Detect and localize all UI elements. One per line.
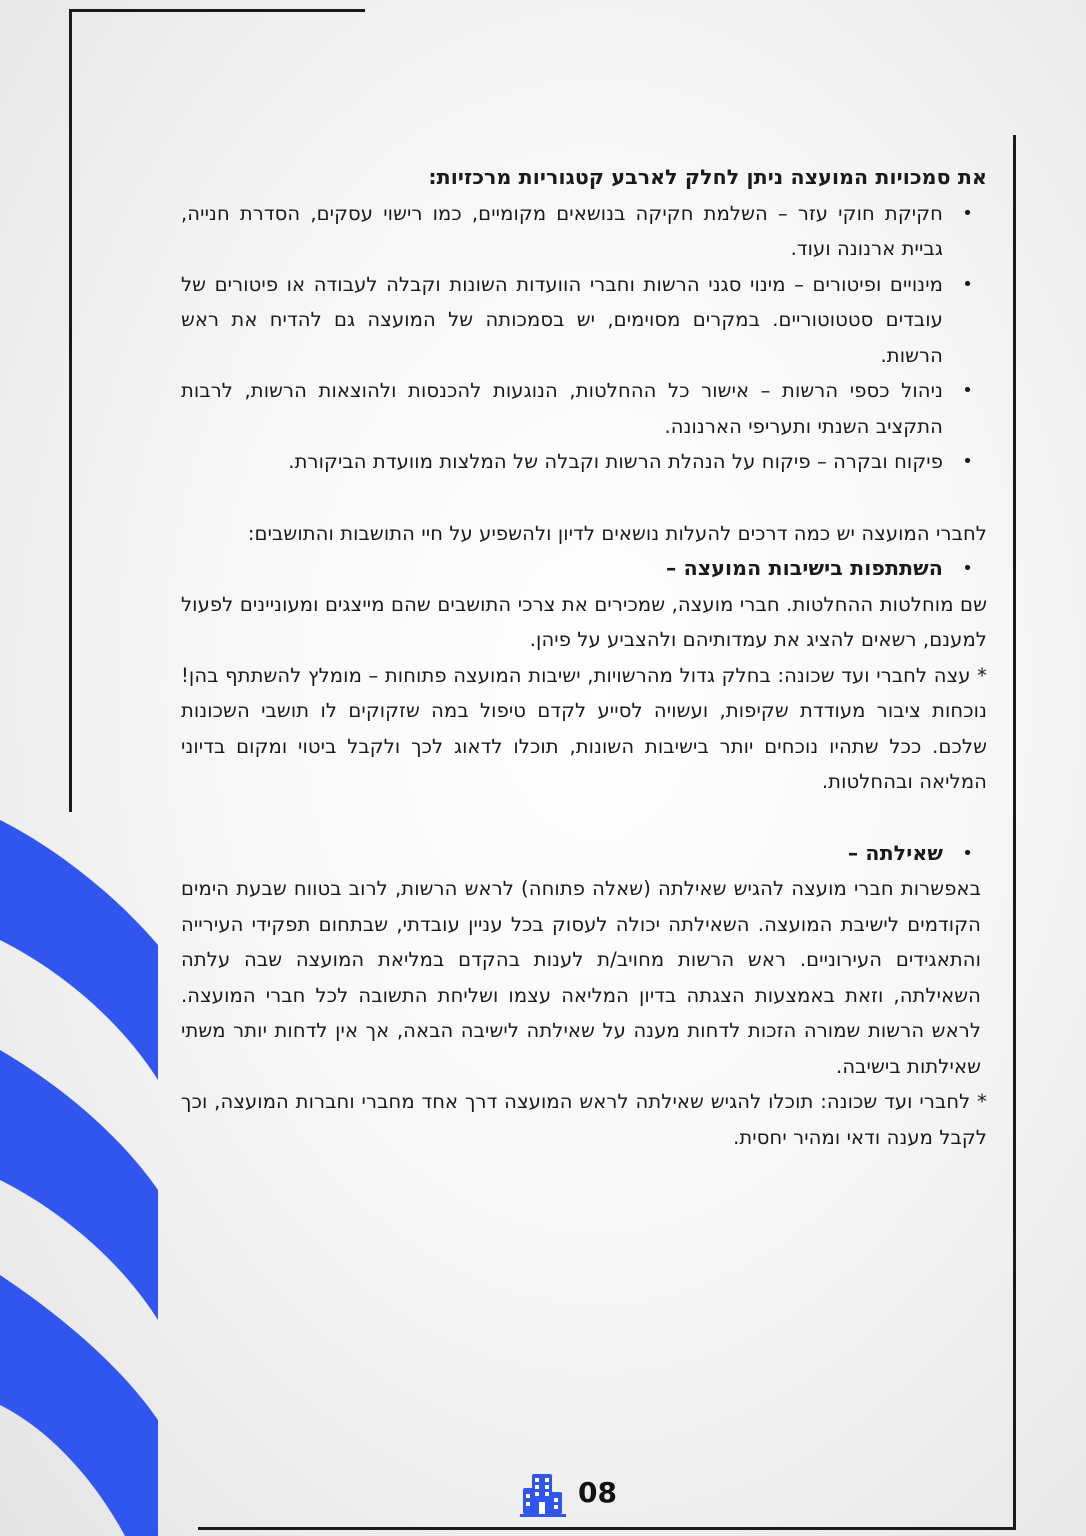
spacer — [181, 480, 987, 516]
category-item-finance: • ניהול כספי הרשות – אישור כל ההחלטות, הנוגעות להכנסות ולהוצאות הרשות, לרבות התקציב השנתי ותעריפי הארנונה. — [181, 373, 987, 444]
categories-heading: את סמכויות המועצה ניתן לחלק לארבע קטגוריות מרכזיות: — [428, 165, 987, 189]
page-number: 08 — [578, 1476, 617, 1509]
page-content — [181, 160, 987, 1155]
frame-bottom-right-horizontal — [198, 1527, 1016, 1530]
category-item-legislation: • חקיקת חוקי עזר – השלמת חקיקה בנושאים מקומיים, כמו רישוי עסקים, הסדרת חנייה, גביית ארנונה ועוד. — [181, 196, 987, 267]
participation-tip: * עצה לחברי ועד שכונה: בחלק גדול מהרשויות, ישיבות המועצה פתוחות – מומלץ להשתתף בהן! נוכחות ציבור מעודדת שקיפות, ועשויה לסייע לקדם טיפול במה שזקוקים לו תושבי השכונות שלכם. ככל שתהיו נוכחים יותר בישיבות השונות, תוכלו לדאוג לכך ולקבל ביטוי ומקום בדיוני המליאה ובהחלטות. — [181, 663, 987, 793]
frame-top-left-vertical — [69, 9, 72, 812]
decorative-blue-stripes — [0, 820, 158, 1536]
question-tip: * לחברי ועד שכונה: תוכלו להגיש שאילתה לראש המועצה דרך אחד מחברי וחברות המועצה, וכך לקבל מענה ודאי ומהיר יחסית. — [181, 1090, 987, 1149]
building-icon — [520, 1472, 566, 1518]
category-item-oversight: • פיקוח ובקרה – פיקוח על הנהלת הרשות וקבלה של המלצות מוועדת הביקורת. — [181, 444, 987, 480]
ways-intro: לחברי המועצה יש כמה דרכים להעלות נושאים לדיון ולהשפיע על חיי התושבות והתושבים: — [247, 521, 987, 545]
frame-bottom-right-vertical — [1013, 135, 1016, 1530]
page-footer — [518, 1472, 618, 1518]
category-item-appointments: • מינויים ופיטורים – מינוי סגני הרשות וחברי הוועדות השונות וקבלה לעבודה או פיטורים של עובדים סטטוטוריים. במקרים מסוימים, יש בסמכותה של המועצה גם להדיח את ראש הרשות. — [181, 267, 987, 374]
participation-body: שם מוחלטות ההחלטות. חברי מועצה, שמכירים את צרכי התושבים שהם מייצגים ומעוניינים לפעול למענם, רשאים להציג את עמדותיהם ולהצביע על פיהן. — [181, 592, 987, 651]
categories-list — [181, 196, 987, 480]
participation-title: • השתתפות בישיבות המועצה – — [181, 551, 987, 587]
spacer — [181, 800, 987, 836]
frame-top-left-horizontal — [69, 9, 365, 12]
question-body: באפשרות חברי מועצה להגיש שאילתה (שאלה פתוחה) לראש הרשות, לרוב בטווח שבעת הימים הקודמים לישיבת המועצה. השאילתה יכולה לעסוק בכל עניין עובדתי, שבתחום תפקידי העירייה והתאגידים העירוניים. ראש הרשות מחויב/ת לענות בהקדם במליאת המועצה שבה עלתה השאילתה, וזאת באמצעות הצגתה בדיון המליאה עצמו ושליחת התשובה לכל חברי המועצה. לראש הרשות שמורה הזכות לדחות מענה על שאילתה לישיבה הבאה, אך אין לדחות יותר משתי שאילתות בישיבה. — [181, 877, 981, 1078]
question-title: • שאילתה – — [181, 836, 987, 872]
